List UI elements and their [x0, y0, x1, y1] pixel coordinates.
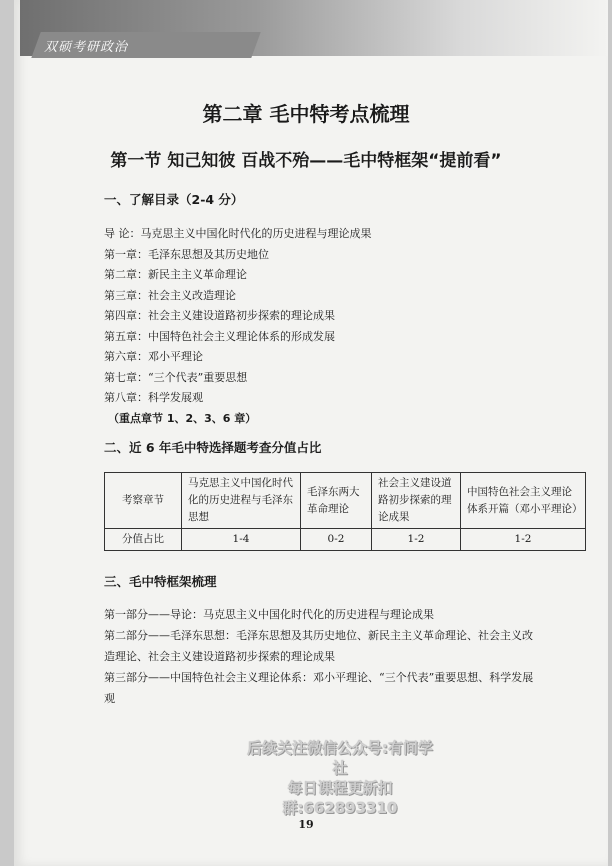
chapter-title: 第二章 毛中特考点梳理: [202, 102, 410, 126]
watermark: [240, 738, 440, 818]
part3-heading: 三、毛中特框架梳理: [104, 574, 217, 589]
table-row: [105, 473, 586, 529]
header-title: 双硕考研政治: [44, 40, 129, 55]
table-cell: 0-2: [301, 529, 372, 551]
table-column-header: 中国特色社会主义理论体系开篇（邓小平理论）: [461, 473, 586, 529]
document-page: [14, 0, 608, 866]
toc-item: 第三章：社会主义改造理论: [104, 288, 236, 302]
toc-item: 第八章：科学发展观: [104, 391, 203, 404]
part2-heading: 二、近 6 年毛中特选择题考查分值占比: [104, 440, 322, 455]
table-cell: 1-2: [461, 529, 586, 551]
toc-item: 第二章：新民主主义革命理论: [104, 268, 247, 281]
toc-item: 第五章：中国特色社会主义理论体系的形成发展: [104, 329, 335, 343]
table-column-header: 社会主义建设道路初步探索的理论成果: [372, 473, 461, 529]
framework-outline: [104, 604, 536, 709]
toc-item: 第一章：毛泽东思想及其历史地位: [104, 247, 269, 261]
outline-line: 第二部分——毛泽东思想：毛泽东思想及其历史地位、新民主主义革命理论、社会主义改造理论、社会主义建设道路初步探索的理论成果: [104, 629, 533, 663]
outline-line: 第一部分——导论：马克思主义中国化时代化的历史进程与理论成果: [104, 608, 434, 621]
score-table: [104, 472, 586, 551]
watermark-line: 后续关注微信公众号:有间学社: [247, 739, 433, 777]
page-number: 19: [298, 818, 314, 831]
watermark-line: 每日课程更新扣群:662893310: [282, 779, 398, 817]
toc-item: 第四章：社会主义建设道路初步探索的理论成果: [104, 309, 335, 322]
table-row: [105, 529, 586, 551]
toc-note: （重点章节 1、2、3、6 章）: [108, 411, 257, 425]
table-column-header: 马克思主义中国化时代化的历史进程与毛泽东思想: [182, 473, 301, 529]
table-cell: 1-4: [182, 529, 301, 551]
table-column-header: 毛泽东两大革命理论: [301, 473, 372, 529]
table-of-contents: [104, 224, 524, 429]
section-title: 第一节 知己知彼 百战不殆——毛中特框架“提前看”: [110, 151, 502, 171]
toc-item: 导 论：马克思主义中国化时代化的历史进程与理论成果: [104, 227, 372, 240]
toc-item: 第六章：邓小平理论: [104, 350, 203, 363]
table-cell: 1-2: [372, 529, 461, 551]
table-row-header: 分值占比: [105, 529, 182, 551]
part1-heading: 一、了解目录（2-4 分）: [104, 192, 244, 207]
table-row-header: 考察章节: [105, 473, 182, 529]
toc-item: 第七章：“三个代表”重要思想: [104, 370, 248, 384]
outline-line: 第三部分——中国特色社会主义理论体系：邓小平理论、“三个代表”重要思想、科学发展观: [104, 671, 534, 705]
